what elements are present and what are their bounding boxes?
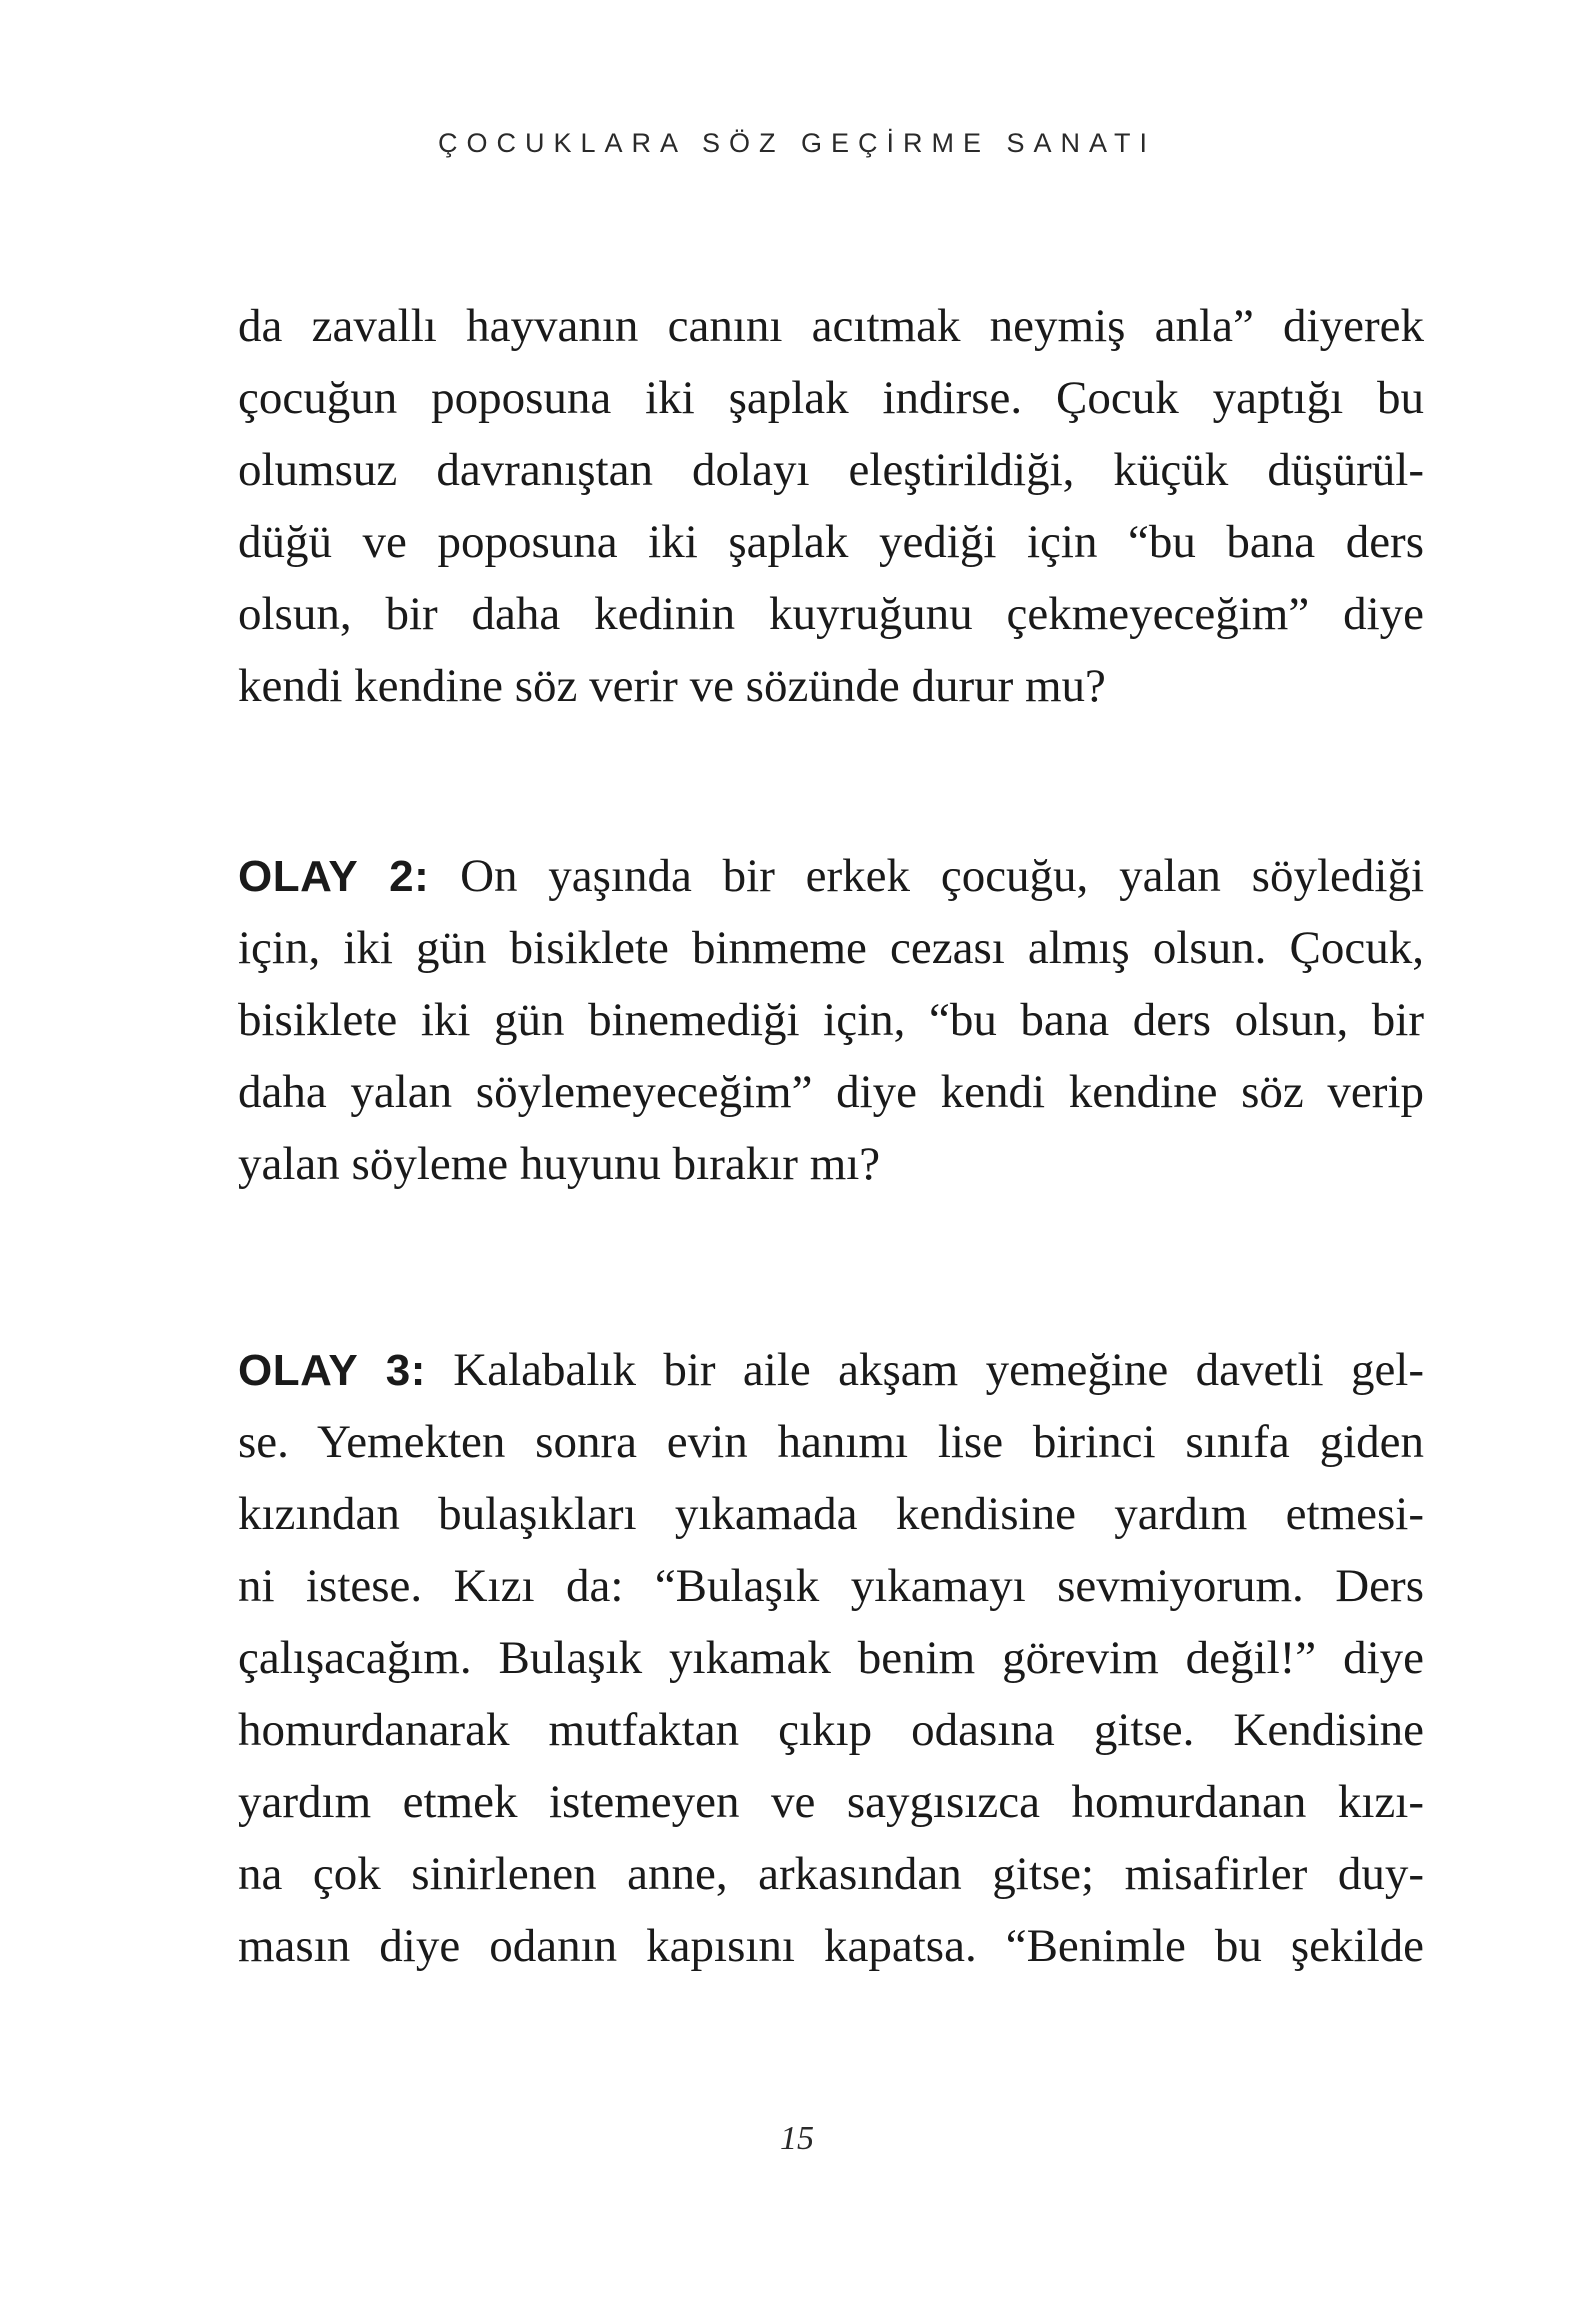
text-line xyxy=(238,1334,1424,1406)
text-line: çalışacağım. Bulaşık yıkamak benim görevim değil!” diye xyxy=(238,1632,1424,1684)
text-span: On yaşında bir erkek çocuğu, yalan söylediği xyxy=(460,850,1424,902)
text-line: daha yalan söylemeyeceğim” diye kendi kendine söz verip xyxy=(238,1066,1424,1118)
text-line: düğü ve poposuna iki şaplak yediği için “bu bana ders xyxy=(238,516,1424,568)
text-line: se. Yemekten sonra evin hanımı lise birinci sınıfa giden xyxy=(238,1416,1424,1468)
text-line: masın diye odanın kapısını kapatsa. “Benimle bu şekilde xyxy=(238,1920,1424,1972)
text-span: Kalabalık bir aile akşam yemeğine davetli gel- xyxy=(453,1344,1425,1396)
text-line xyxy=(238,840,1424,912)
case-3-label: OLAY 3: xyxy=(238,1346,426,1395)
text-line: yardım etmek istemeyen ve saygısızca homurdanan kızı- xyxy=(238,1776,1424,1828)
page-number: 15 xyxy=(780,2120,814,2157)
text-line: olumsuz davranıştan dolayı eleştirildiği, küçük düşürül- xyxy=(238,444,1424,496)
text-line: kendi kendine söz verir ve sözünde durur mu? xyxy=(238,660,1106,712)
text-line: da zavallı hayvanın canını acıtmak neymiş anla” diyerek xyxy=(238,300,1424,352)
text-line: çocuğun poposuna iki şaplak indirse. Çocuk yaptığı bu xyxy=(238,372,1424,424)
text-line: homurdanarak mutfaktan çıkıp odasına gitse. Kendisine xyxy=(238,1704,1424,1756)
text-line: na çok sinirlenen anne, arkasından gitse; misafirler duy- xyxy=(238,1848,1424,1900)
text-line: için, iki gün bisiklete binmeme cezası almış olsun. Çocuk, xyxy=(238,922,1424,974)
text-line: olsun, bir daha kedinin kuyruğunu çekmeyeceğim” diye xyxy=(238,588,1424,640)
text-line: kızından bulaşıkları yıkamada kendisine yardım etmesi- xyxy=(238,1488,1424,1540)
text-line: bisiklete iki gün binemediği için, “bu bana ders olsun, bir xyxy=(238,994,1424,1046)
text-line: ni istese. Kızı da: “Bulaşık yıkamayı sevmiyorum. Ders xyxy=(238,1560,1424,1612)
text-line: yalan söyleme huyunu bırakır mı? xyxy=(238,1138,881,1190)
case-2-label: OLAY 2: xyxy=(238,852,430,901)
running-head: ÇOCUKLARA SÖZ GEÇİRME SANATI xyxy=(437,128,1157,158)
